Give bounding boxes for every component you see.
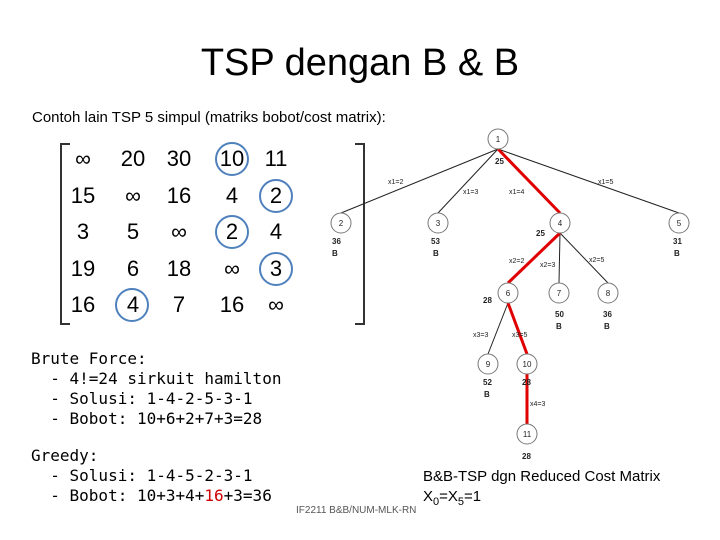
tree-node-bound: B: [556, 322, 562, 331]
matrix-cell: 4: [225, 183, 239, 208]
matrix-cell: ∞: [224, 256, 240, 281]
brute-force-line: - 4!=24 sirkuit hamilton: [31, 369, 282, 388]
tree-edge-label: x3=3: [473, 332, 489, 339]
tree-node-id: 4: [557, 219, 563, 228]
tree-node-id: 9: [485, 360, 491, 369]
tree-node-id: 8: [605, 289, 611, 298]
tree-node-id: 2: [338, 219, 344, 228]
matrix-cell: ∞: [125, 183, 141, 208]
tree-node-cost: 36: [332, 237, 341, 246]
tree-node-bound: B: [604, 322, 610, 331]
tree-node-cost: 50: [555, 310, 564, 319]
tree-node-cost: 52: [483, 378, 492, 387]
greedy-line: - Solusi: 1-4-5-2-3-1: [31, 466, 253, 485]
tree-edge-label: x3=5: [512, 332, 528, 339]
tree-node-bound: B: [332, 249, 338, 258]
tree-node-cost: 53: [431, 237, 440, 246]
tree-edge-label: x1=2: [388, 179, 404, 186]
brute-force-line: - Bobot: 10+6+2+7+3=28: [31, 409, 263, 428]
tree-node-id: 5: [676, 219, 682, 228]
matrix-cell: 4: [269, 219, 283, 244]
tree-node-bound: B: [674, 249, 680, 258]
tree-node-cost: 28: [522, 378, 531, 387]
matrix-cell: 5: [126, 219, 140, 244]
tree-edge: [438, 149, 498, 213]
tree-edge-optimal: [508, 303, 527, 354]
reduced-cost-title: B&B-TSP dgn Reduced Cost Matrix: [423, 468, 661, 485]
slide-footer: IF2211 B&B/NUM-MLK-RN: [296, 505, 417, 516]
tree-node-id: 7: [556, 289, 562, 298]
reduced-cost-condition: [423, 487, 660, 512]
tree-node-cost: 25: [536, 229, 545, 238]
matrix-cell: 3: [76, 219, 90, 244]
tree-node-id: 10: [522, 360, 532, 369]
matrix-cell: 10: [219, 146, 245, 171]
brute-force-line: - Solusi: 1-4-2-5-3-1: [31, 389, 253, 408]
greedy-cost-highlight: 16: [204, 486, 224, 505]
tree-node-id: 11: [522, 430, 532, 439]
tree-edge-optimal: [498, 149, 560, 213]
greedy-heading: Greedy:: [31, 446, 99, 465]
var-x5-sub: 5: [457, 496, 465, 508]
tree-edge-label: x2=2: [509, 258, 525, 265]
matrix-cell: 2: [225, 219, 239, 244]
tree-edge: [498, 149, 679, 213]
tree-edge: [488, 303, 508, 354]
var-x0: X: [423, 488, 434, 505]
var-x0-sub: 0: [433, 496, 440, 508]
matrix-cell: 15: [70, 183, 96, 208]
tree-node-cost: 36: [603, 310, 612, 319]
matrix-cell: 20: [120, 146, 146, 171]
var-tail: =1: [464, 488, 482, 505]
greedy-cost-suffix: +3=36: [223, 486, 272, 505]
matrix-cell: ∞: [171, 219, 187, 244]
reduced-cost-caption: [423, 467, 660, 512]
tree-edge-label: x4=3: [530, 401, 546, 408]
matrix-cell: 11: [264, 146, 288, 171]
tree-node-bound: B: [433, 249, 439, 258]
tree-node-id: 3: [435, 219, 441, 228]
matrix-cell: 16: [70, 292, 96, 317]
matrix-cell: 19: [70, 256, 96, 281]
matrix-cell: 16: [166, 183, 192, 208]
var-eq: =X: [439, 488, 458, 505]
slide-subtitle: Contoh lain TSP 5 simpul (matriks bobot/cost matrix):: [32, 109, 386, 126]
tree-node-cost: 28: [483, 296, 492, 305]
tree-node-id: 6: [505, 289, 511, 298]
matrix-cell: 2: [269, 183, 283, 208]
tree-edge-label: x2=5: [589, 257, 605, 264]
matrix-cell: 30: [166, 146, 192, 171]
tree-node-cost: 31: [673, 237, 682, 246]
matrix-cell: 3: [269, 256, 283, 281]
matrix-cell: ∞: [75, 146, 91, 171]
matrix-cell: 4: [126, 292, 140, 317]
tree-edge: [559, 233, 560, 283]
matrix-cell: 6: [126, 256, 140, 281]
tree-node-cost: 25: [495, 157, 504, 166]
slide-title: TSP dengan B & B: [200, 42, 520, 84]
matrix-cell: 16: [219, 292, 245, 317]
tree-node-bound: B: [484, 390, 490, 399]
matrix-cell: ∞: [268, 292, 284, 317]
tree-edge-label: x1=4: [509, 189, 525, 196]
matrix-cell: 18: [166, 256, 192, 281]
tree-edge: [341, 149, 498, 213]
matrix-cell: 7: [172, 292, 186, 317]
tree-edge-label: x2=3: [540, 262, 556, 269]
greedy-cost-prefix: - Bobot: 10+3+4+: [31, 486, 205, 505]
tree-node-id: 1: [495, 135, 501, 144]
brute-force-heading: Brute Force:: [31, 349, 147, 368]
tree-edge-label: x1=3: [463, 189, 479, 196]
tree-node-cost: 28: [522, 452, 531, 461]
tree-edge-label: x1=5: [598, 179, 614, 186]
